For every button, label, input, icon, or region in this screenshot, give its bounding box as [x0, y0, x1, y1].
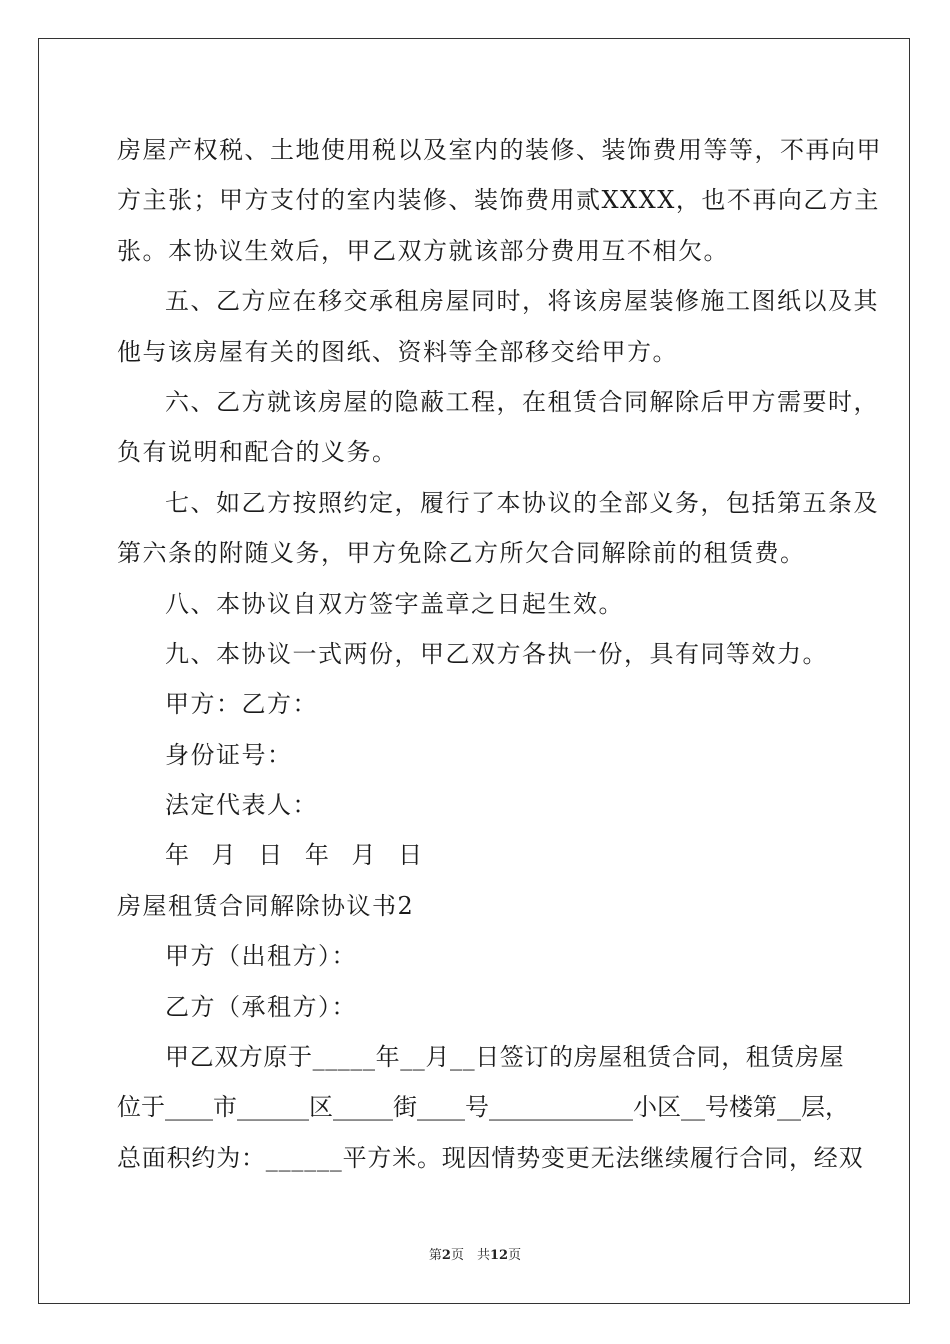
section-title: 房屋租赁合同解除协议书2 [117, 891, 415, 920]
date-line: 年 月 日 年 月 日 [165, 841, 424, 870]
party-a-line: 甲方（出租方）： [165, 942, 357, 971]
paragraph-line: 总面积约为：______平方米。现因情势变更无法继续履行合同，经双 [117, 1143, 864, 1172]
total-page-number: 12 [489, 1248, 509, 1263]
paragraph-line: 方主张；甲方支付的室内装修、装饰费用贰XXXX，也不再向乙方主 [117, 186, 880, 215]
party-b-line: 乙方（承租方）： [165, 992, 357, 1021]
paragraph-line: 六、乙方就该房屋的隐蔽工程，在租赁合同解除后甲方需要时， [165, 387, 879, 416]
paragraph-line: 张。本协议生效后，甲乙双方就该部分费用互不相欠。 [117, 236, 729, 265]
signature-party-line: 甲方：乙方： [165, 690, 318, 719]
current-page-number: 2 [441, 1248, 451, 1263]
page-label-suffix: 页 [508, 1248, 522, 1263]
page-footer [0, 1244, 950, 1263]
id-number-line: 身份证号： [165, 740, 293, 769]
paragraph-line: 他与该房屋有关的图纸、资料等全部移交给甲方。 [117, 337, 678, 366]
paragraph-line: 位于____市______区_____街____号____________小区__号楼第__层， [117, 1093, 849, 1122]
page-label-prefix: 第 [428, 1248, 442, 1263]
document-body [117, 125, 882, 1183]
page-label-middle: 页 共 [450, 1248, 490, 1263]
paragraph-line: 七、如乙方按照约定，履行了本协议的全部义务，包括第五条及 [165, 488, 879, 517]
paragraph-line: 第六条的附随义务，甲方免除乙方所欠合同解除前的租赁费。 [117, 539, 806, 568]
paragraph-line: 九、本协议一式两份，甲乙双方各执一份，具有同等效力。 [165, 639, 828, 668]
paragraph-line: 房屋产权税、土地使用税以及室内的装修、装饰费用等等，不再向甲 [117, 136, 882, 164]
paragraph-line: 负有说明和配合的义务。 [117, 438, 398, 467]
legal-representative-line: 法定代表人： [165, 791, 318, 820]
paragraph-line: 五、乙方应在移交承租房屋同时，将该房屋装修施工图纸以及其 [165, 287, 879, 316]
paragraph-line: 甲乙双方原于_____年__月__日签订的房屋租赁合同，租赁房屋 [165, 1043, 845, 1072]
paragraph-line: 八、本协议自双方签字盖章之日起生效。 [165, 589, 624, 618]
